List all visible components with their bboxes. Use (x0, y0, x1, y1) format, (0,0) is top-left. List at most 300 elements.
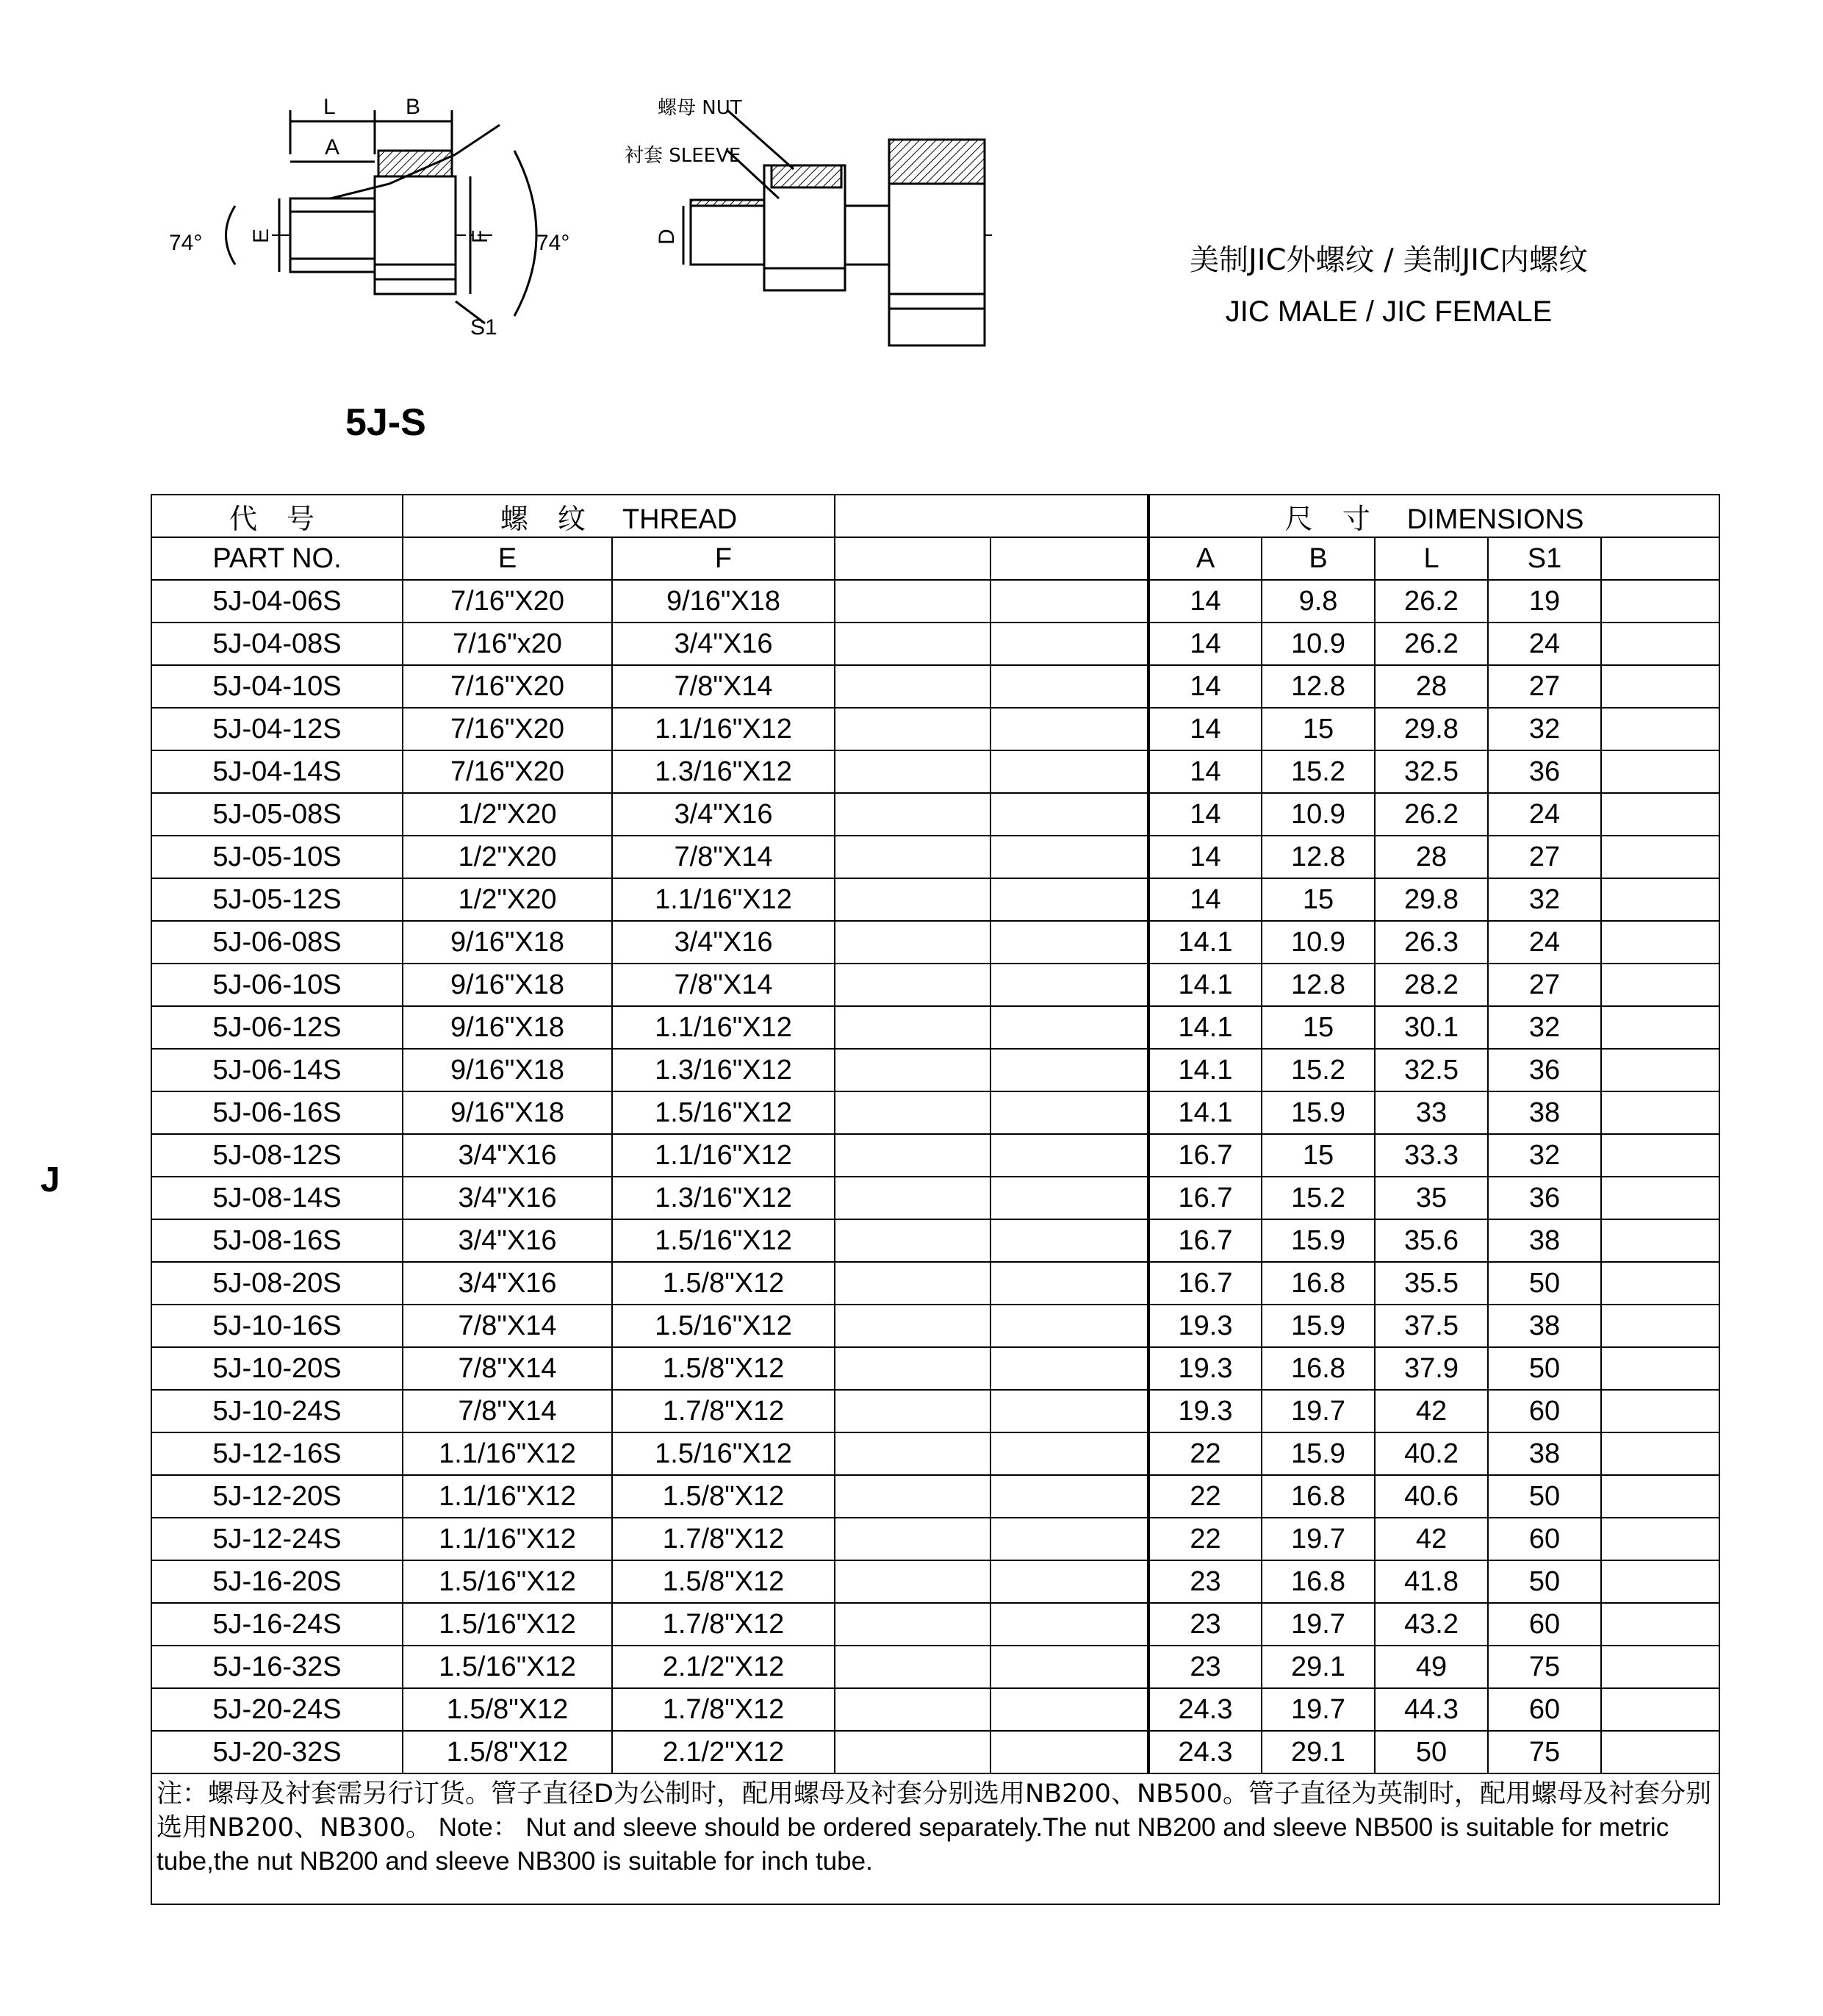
thread-f-cell: 1.5/16"X12 (612, 1219, 835, 1262)
thread-e-cell: 1.5/8"X12 (403, 1688, 612, 1731)
thread-e-cell: 1.5/16"X12 (403, 1603, 612, 1646)
blank-cell (835, 1731, 990, 1773)
dim-l-cell: 35.6 (1375, 1219, 1488, 1262)
blank-cell (990, 964, 1148, 1006)
thread-e-cell: 7/16"X20 (403, 665, 612, 708)
blank-cell (835, 964, 990, 1006)
dim-l-cell: 50 (1375, 1731, 1488, 1773)
blank-cell (990, 1560, 1148, 1603)
table-row (151, 1134, 1719, 1177)
title-chinese: 美制JIC外螺纹 / 美制JIC内螺纹 (1190, 243, 1588, 277)
blank-cell (835, 878, 990, 921)
dim-a-cell: 14.1 (1148, 1091, 1262, 1134)
dim-s1-cell: 60 (1488, 1603, 1601, 1646)
dimensions-header: 尺 寸 DIMENSIONS (1148, 495, 1719, 537)
blank-cell (990, 878, 1148, 921)
blank-cell (990, 793, 1148, 836)
dim-a-cell: 14 (1148, 750, 1262, 793)
blank-cell (1601, 665, 1719, 708)
dim-l-cell: 32.5 (1375, 1049, 1488, 1091)
blank-cell (1601, 580, 1719, 623)
table-row (151, 836, 1719, 878)
col-b-header: B (1262, 537, 1375, 580)
blank-cell (835, 921, 990, 964)
dim-a-cell: 19.3 (1148, 1305, 1262, 1347)
blank-cell (1601, 1688, 1719, 1731)
dim-l-cell: 26.2 (1375, 793, 1488, 836)
blank-col-header (835, 537, 990, 580)
dim-s1-cell: 50 (1488, 1262, 1601, 1305)
label-D: D (655, 229, 679, 245)
part-no-cell: 5J-06-16S (151, 1091, 403, 1134)
blank-cell (990, 1390, 1148, 1432)
dim-s1-cell: 27 (1488, 836, 1601, 878)
dim-l-cell: 28 (1375, 836, 1488, 878)
table-row (151, 1390, 1719, 1432)
part-no-cell: 5J-12-24S (151, 1518, 403, 1560)
thread-f-cell: 1.7/8"X12 (612, 1390, 835, 1432)
part-no-cell: 5J-20-32S (151, 1731, 403, 1773)
dim-l-cell: 29.8 (1375, 878, 1488, 921)
thread-f-cell: 3/4"X16 (612, 793, 835, 836)
dim-b-cell: 19.7 (1262, 1390, 1375, 1432)
part-no-cell: 5J-08-12S (151, 1134, 403, 1177)
dim-l-cell: 42 (1375, 1518, 1488, 1560)
table-row (151, 750, 1719, 793)
thread-f-cell: 3/4"X16 (612, 921, 835, 964)
thread-f-cell: 1.7/8"X12 (612, 1518, 835, 1560)
thread-e-cell: 9/16"X18 (403, 964, 612, 1006)
label-S1: S1 (470, 315, 497, 340)
blank-cell (835, 750, 990, 793)
male-female-drawing (226, 110, 537, 323)
thread-e-cell: 7/16"x20 (403, 623, 612, 665)
dim-a-cell: 14 (1148, 665, 1262, 708)
thread-f-cell: 1.5/8"X12 (612, 1347, 835, 1390)
thread-e-cell: 3/4"X16 (403, 1219, 612, 1262)
part-no-cell: 5J-06-10S (151, 964, 403, 1006)
thread-f-cell: 1.5/8"X12 (612, 1475, 835, 1518)
dim-l-cell: 44.3 (1375, 1688, 1488, 1731)
model-code: 5J-S (345, 401, 426, 444)
dim-b-cell: 19.7 (1262, 1688, 1375, 1731)
blank-cell (835, 1518, 990, 1560)
dim-l-cell: 30.1 (1375, 1006, 1488, 1049)
blank-cell (835, 1177, 990, 1219)
note (151, 1773, 1719, 1904)
blank-cell (990, 1305, 1148, 1347)
dim-l-cell: 28.2 (1375, 964, 1488, 1006)
part-no-cell: 5J-20-24S (151, 1688, 403, 1731)
blank-cell (990, 1006, 1148, 1049)
part-no-cell: 5J-05-10S (151, 836, 403, 878)
table-row (151, 921, 1719, 964)
dim-b-cell: 15.9 (1262, 1219, 1375, 1262)
note-row (151, 1773, 1719, 1904)
blank-cell (990, 1134, 1148, 1177)
dim-s1-cell: 32 (1488, 708, 1601, 750)
blank-cell (990, 1731, 1148, 1773)
blank-cell (1601, 1390, 1719, 1432)
thread-e-cell: 1/2"X20 (403, 878, 612, 921)
blank-cell (1601, 921, 1719, 964)
blank-cell (990, 1177, 1148, 1219)
part-no-cell: 5J-04-08S (151, 623, 403, 665)
table-row (151, 1219, 1719, 1262)
blank-cell (1601, 1518, 1719, 1560)
thread-e-cell: 3/4"X16 (403, 1262, 612, 1305)
blank-cell (990, 921, 1148, 964)
blank-cell (990, 1347, 1148, 1390)
dim-s1-cell: 38 (1488, 1432, 1601, 1475)
dim-a-cell: 14.1 (1148, 964, 1262, 1006)
blank-cell (990, 623, 1148, 665)
part-no-cell: 5J-08-16S (151, 1219, 403, 1262)
table-row (151, 1518, 1719, 1560)
blank-cell (990, 1432, 1148, 1475)
dim-l-cell: 32.5 (1375, 750, 1488, 793)
dim-a-cell: 14 (1148, 623, 1262, 665)
dim-a-cell: 14.1 (1148, 1006, 1262, 1049)
part-no-cell: 5J-10-16S (151, 1305, 403, 1347)
label-sleeve: 衬套 SLEEVE (625, 145, 741, 167)
col-f-header: F (612, 537, 835, 580)
blank-cell (835, 836, 990, 878)
dim-b-cell: 15.2 (1262, 750, 1375, 793)
dim-l-cell: 49 (1375, 1646, 1488, 1688)
table-row (151, 1560, 1719, 1603)
table-row (151, 708, 1719, 750)
label-B: B (406, 95, 421, 119)
thread-f-cell: 1.5/16"X12 (612, 1432, 835, 1475)
blank-cell (835, 1603, 990, 1646)
thread-f-cell: 7/8"X14 (612, 665, 835, 708)
label-L: L (323, 95, 336, 119)
part-no-cell: 5J-04-14S (151, 750, 403, 793)
dim-l-cell: 41.8 (1375, 1560, 1488, 1603)
thread-e-cell: 9/16"X18 (403, 1049, 612, 1091)
blank-cell (990, 1091, 1148, 1134)
table-row (151, 1646, 1719, 1688)
thread-f-cell: 1.7/8"X12 (612, 1688, 835, 1731)
part-no-cell: 5J-06-12S (151, 1006, 403, 1049)
thread-f-cell: 1.5/8"X12 (612, 1262, 835, 1305)
part-no-cell: 5J-12-20S (151, 1475, 403, 1518)
col-l-header: L (1375, 537, 1488, 580)
part-no-cell: 5J-16-32S (151, 1646, 403, 1688)
dim-s1-cell: 36 (1488, 1177, 1601, 1219)
part-no-cell: 5J-04-12S (151, 708, 403, 750)
thread-f-cell: 1.1/16"X12 (612, 878, 835, 921)
blank-cell (1601, 1177, 1719, 1219)
dim-a-cell: 22 (1148, 1475, 1262, 1518)
dim-l-cell: 40.6 (1375, 1475, 1488, 1518)
col-a-header: A (1148, 537, 1262, 580)
part-no-cn-header: 代 号 (151, 495, 403, 537)
blank-cell (835, 1432, 990, 1475)
dim-b-cell: 15.9 (1262, 1305, 1375, 1347)
blank-cell (1601, 878, 1719, 921)
part-no-cell: 5J-16-20S (151, 1560, 403, 1603)
thread-e-cell: 7/16"X20 (403, 750, 612, 793)
blank-cell (1601, 1731, 1719, 1773)
table-row (151, 1688, 1719, 1731)
blank-cell (1601, 623, 1719, 665)
thread-e-cell: 1.1/16"X12 (403, 1475, 612, 1518)
blank-cell (1601, 1134, 1719, 1177)
note-english: Note： Nut and sleeve should be ordered separately.The nut NB200 and sleeve NB500 is suitable for metric tube,the nut NB200 and sleeve NB300 is suitable for inch tube. (157, 1813, 1669, 1876)
part-no-cell: 5J-12-16S (151, 1432, 403, 1475)
dim-b-cell: 16.8 (1262, 1262, 1375, 1305)
thread-f-cell: 1.5/16"X12 (612, 1305, 835, 1347)
thread-e-cell: 7/8"X14 (403, 1347, 612, 1390)
blank-cell (1601, 708, 1719, 750)
dim-a-cell: 16.7 (1148, 1219, 1262, 1262)
dim-l-cell: 35 (1375, 1177, 1488, 1219)
dim-b-cell: 19.7 (1262, 1603, 1375, 1646)
blank-col-header (990, 537, 1148, 580)
dim-s1-cell: 75 (1488, 1731, 1601, 1773)
blank-cell (1601, 964, 1719, 1006)
dim-l-cell: 33 (1375, 1091, 1488, 1134)
dim-s1-cell: 60 (1488, 1688, 1601, 1731)
blank-cell (990, 1688, 1148, 1731)
dim-l-cell: 33.3 (1375, 1134, 1488, 1177)
blank-header (835, 495, 1148, 537)
dim-l-cell: 37.5 (1375, 1305, 1488, 1347)
thread-e-cell: 1/2"X20 (403, 793, 612, 836)
thread-f-cell: 1.1/16"X12 (612, 708, 835, 750)
thread-e-cell: 9/16"X18 (403, 1091, 612, 1134)
blank-cell (990, 1646, 1148, 1688)
dim-l-cell: 37.9 (1375, 1347, 1488, 1390)
blank-cell (1601, 1091, 1719, 1134)
thread-f-cell: 1.5/8"X12 (612, 1560, 835, 1603)
dim-b-cell: 10.9 (1262, 623, 1375, 665)
part-no-en-header: PART NO. (151, 537, 403, 580)
dim-b-cell: 15.9 (1262, 1432, 1375, 1475)
thread-f-cell: 7/8"X14 (612, 964, 835, 1006)
part-no-cell: 5J-04-06S (151, 580, 403, 623)
table-row (151, 1006, 1719, 1049)
table-row (151, 1262, 1719, 1305)
dim-l-cell: 42 (1375, 1390, 1488, 1432)
dim-a-cell: 22 (1148, 1518, 1262, 1560)
thread-f-cell: 1.7/8"X12 (612, 1603, 835, 1646)
table-row (151, 793, 1719, 836)
dim-l-cell: 28 (1375, 665, 1488, 708)
dim-s1-cell: 60 (1488, 1518, 1601, 1560)
dim-a-cell: 14 (1148, 878, 1262, 921)
table-row (151, 878, 1719, 921)
blank-cell (1601, 1646, 1719, 1688)
blank-cell (835, 623, 990, 665)
dim-a-cell: 23 (1148, 1560, 1262, 1603)
dim-l-cell: 29.8 (1375, 708, 1488, 750)
thread-e-cell: 1.5/8"X12 (403, 1731, 612, 1773)
blank-cell (1601, 750, 1719, 793)
thread-f-cell: 3/4"X16 (612, 623, 835, 665)
blank-cell (990, 708, 1148, 750)
thread-e-cell: 7/8"X14 (403, 1305, 612, 1347)
header-row-1 (151, 495, 1719, 537)
dim-l-cell: 35.5 (1375, 1262, 1488, 1305)
part-no-cell: 5J-08-14S (151, 1177, 403, 1219)
dim-s1-cell: 50 (1488, 1560, 1601, 1603)
dim-l-cell: 26.3 (1375, 921, 1488, 964)
thread-e-cell: 1.1/16"X12 (403, 1432, 612, 1475)
thread-f-cell: 1.5/16"X12 (612, 1091, 835, 1134)
dim-b-cell: 9.8 (1262, 580, 1375, 623)
blank-cell (835, 1560, 990, 1603)
thread-header: 螺 纹 THREAD (403, 495, 835, 537)
part-no-cell: 5J-16-24S (151, 1603, 403, 1646)
dim-b-cell: 19.7 (1262, 1518, 1375, 1560)
thread-e-cell: 7/8"X14 (403, 1390, 612, 1432)
blank-cell (1601, 1475, 1719, 1518)
dim-s1-cell: 50 (1488, 1475, 1601, 1518)
dim-a-cell: 14 (1148, 836, 1262, 878)
thread-f-cell: 1.3/16"X12 (612, 1177, 835, 1219)
dim-b-cell: 15 (1262, 708, 1375, 750)
label-F: F (468, 229, 492, 243)
dim-s1-cell: 32 (1488, 1134, 1601, 1177)
dim-b-cell: 16.8 (1262, 1560, 1375, 1603)
part-no-cell: 5J-10-24S (151, 1390, 403, 1432)
blank-cell (835, 1688, 990, 1731)
part-no-cell: 5J-06-08S (151, 921, 403, 964)
dim-b-cell: 16.8 (1262, 1347, 1375, 1390)
blank-cell (1601, 1560, 1719, 1603)
dim-a-cell: 24.3 (1148, 1731, 1262, 1773)
fitting-diagrams (147, 81, 999, 360)
blank-cell (835, 580, 990, 623)
blank-col-header (1601, 537, 1719, 580)
dim-s1-cell: 19 (1488, 580, 1601, 623)
dim-l-cell: 40.2 (1375, 1432, 1488, 1475)
blank-cell (835, 1049, 990, 1091)
dim-s1-cell: 75 (1488, 1646, 1601, 1688)
thread-f-cell: 1.3/16"X12 (612, 1049, 835, 1091)
blank-cell (835, 1091, 990, 1134)
table-row (151, 1305, 1719, 1347)
table-row (151, 1177, 1719, 1219)
blank-cell (1601, 1347, 1719, 1390)
blank-cell (835, 1219, 990, 1262)
dim-a-cell: 19.3 (1148, 1390, 1262, 1432)
thread-f-cell: 2.1/2"X12 (612, 1646, 835, 1688)
table-row (151, 1475, 1719, 1518)
dim-b-cell: 12.8 (1262, 964, 1375, 1006)
dim-a-cell: 14 (1148, 708, 1262, 750)
dim-l-cell: 43.2 (1375, 1603, 1488, 1646)
part-no-cell: 5J-10-20S (151, 1347, 403, 1390)
label-A: A (325, 135, 340, 159)
table-row (151, 1603, 1719, 1646)
dim-l-cell: 26.2 (1375, 580, 1488, 623)
dim-b-cell: 29.1 (1262, 1646, 1375, 1688)
thread-f-cell: 7/8"X14 (612, 836, 835, 878)
table-row (151, 623, 1719, 665)
label-angle-right: 74° (536, 231, 570, 255)
dim-s1-cell: 27 (1488, 665, 1601, 708)
blank-cell (835, 1390, 990, 1432)
blank-cell (990, 1049, 1148, 1091)
dim-s1-cell: 38 (1488, 1305, 1601, 1347)
dim-a-cell: 14 (1148, 793, 1262, 836)
dim-s1-cell: 60 (1488, 1390, 1601, 1432)
blank-cell (1601, 1603, 1719, 1646)
blank-cell (990, 580, 1148, 623)
blank-cell (835, 1006, 990, 1049)
dim-b-cell: 12.8 (1262, 836, 1375, 878)
dim-a-cell: 23 (1148, 1646, 1262, 1688)
thread-e-cell: 1.5/16"X12 (403, 1560, 612, 1603)
blank-cell (1601, 1432, 1719, 1475)
blank-cell (835, 1646, 990, 1688)
thread-f-cell: 9/16"X18 (612, 580, 835, 623)
blank-cell (990, 1475, 1148, 1518)
col-e-header: E (403, 537, 612, 580)
table-row (151, 1347, 1719, 1390)
blank-cell (1601, 1305, 1719, 1347)
dim-s1-cell: 24 (1488, 921, 1601, 964)
blank-cell (1601, 1219, 1719, 1262)
part-no-cell: 5J-04-10S (151, 665, 403, 708)
blank-cell (990, 1518, 1148, 1560)
dim-b-cell: 16.8 (1262, 1475, 1375, 1518)
blank-cell (990, 1603, 1148, 1646)
thread-e-cell: 1/2"X20 (403, 836, 612, 878)
dim-s1-cell: 27 (1488, 964, 1601, 1006)
table-row (151, 1731, 1719, 1773)
table-row (151, 1049, 1719, 1091)
table-row (151, 580, 1719, 623)
dim-s1-cell: 50 (1488, 1347, 1601, 1390)
note-chinese: 注：螺母及衬套需另行订货。管子直径D为公制时，配用螺母及衬套分别选用NB200、NB500。管子直径为英制时，配用螺母及衬套分别选用NB200、NB300。 (157, 1779, 1711, 1843)
table-body (151, 580, 1719, 1773)
header-row-2 (151, 537, 1719, 580)
dim-b-cell: 15.2 (1262, 1049, 1375, 1091)
label-nut: 螺母 NUT (658, 97, 742, 119)
dim-a-cell: 23 (1148, 1603, 1262, 1646)
thread-e-cell: 9/16"X18 (403, 921, 612, 964)
thread-f-cell: 1.1/16"X12 (612, 1134, 835, 1177)
blank-cell (990, 836, 1148, 878)
blank-cell (990, 1262, 1148, 1305)
dim-s1-cell: 38 (1488, 1091, 1601, 1134)
dim-b-cell: 10.9 (1262, 921, 1375, 964)
dim-s1-cell: 24 (1488, 623, 1601, 665)
blank-cell (835, 665, 990, 708)
thread-e-cell: 7/16"X20 (403, 580, 612, 623)
blank-cell (1601, 836, 1719, 878)
dimension-table (151, 494, 1720, 1905)
blank-cell (1601, 1262, 1719, 1305)
dim-a-cell: 24.3 (1148, 1688, 1262, 1731)
table-row (151, 1091, 1719, 1134)
dim-a-cell: 14.1 (1148, 921, 1262, 964)
thread-e-cell: 1.5/16"X12 (403, 1646, 612, 1688)
dim-a-cell: 22 (1148, 1432, 1262, 1475)
section-letter: J (40, 1161, 60, 1199)
blank-cell (990, 665, 1148, 708)
thread-e-cell: 3/4"X16 (403, 1177, 612, 1219)
part-no-cell: 5J-06-14S (151, 1049, 403, 1091)
table-row (151, 964, 1719, 1006)
blank-cell (1601, 1049, 1719, 1091)
col-s1-header: S1 (1488, 537, 1601, 580)
